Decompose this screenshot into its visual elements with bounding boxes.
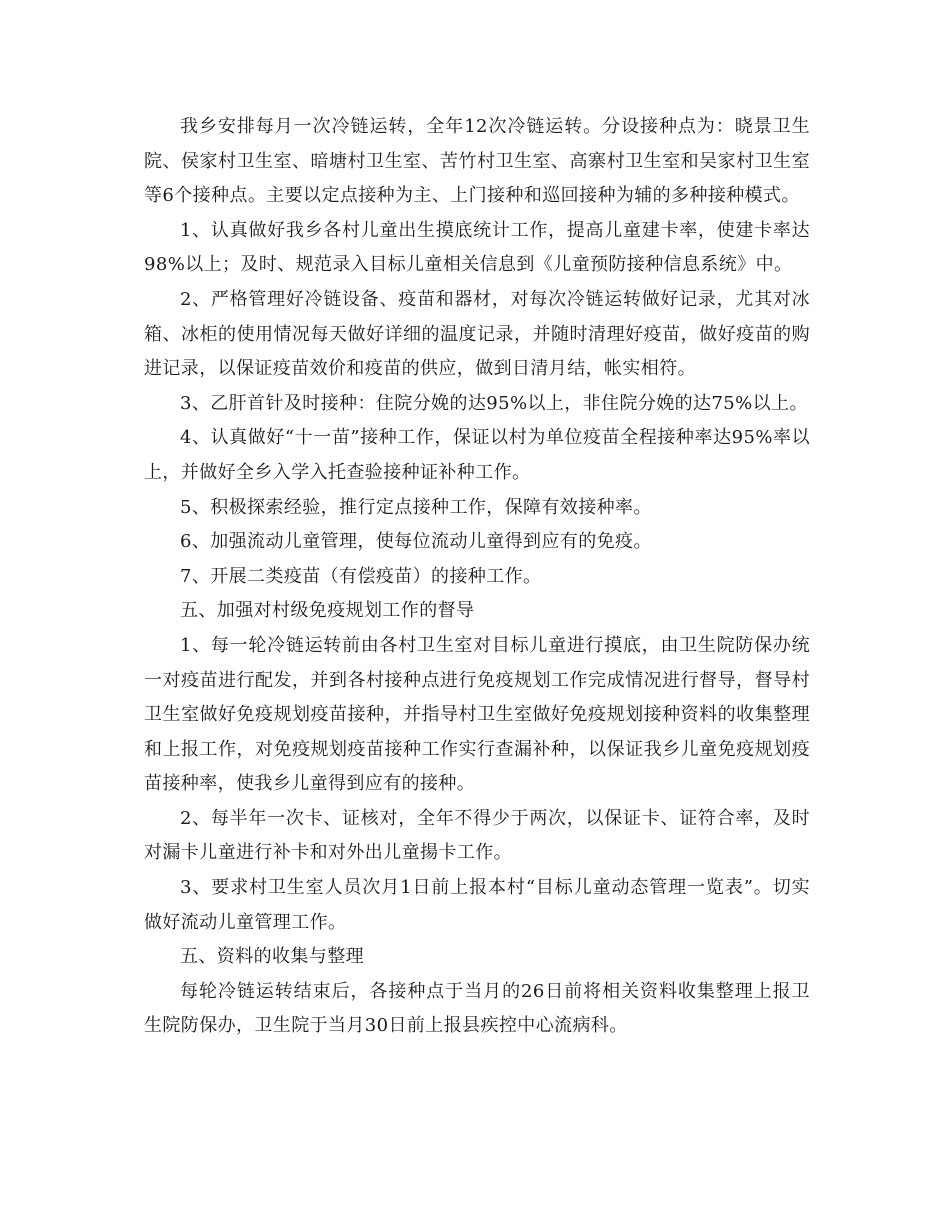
paragraph-item-1: 1、认真做好我乡各村儿童出生摸底统计工作，提高儿童建卡率，使建卡率达98%以上；及时、规范录入目标儿童相关信息到《儿童预防接种信息系统》中。 xyxy=(144,219,810,276)
paragraph-item-5: 5、积极探索经验，推行定点接种工作，保障有效接种率。 xyxy=(180,496,652,518)
paragraph-supervision-1: 1、每一轮冷链运转前由各村卫生室对目标儿童进行摸底，由卫生院防保办统一对疫苗进行配发，并到各村接种点进行免疫规划工作完成情况进行督导，督导村卫生室做好免疫规划疫苗接种，并指导村卫生室做好免疫规划接种资料的收集整理和上报工作，对免疫规划疫苗接种工作实行查漏补种，以保证我乡儿童免疫规划疫苗接种率，使我乡儿童得到应有的接种。 xyxy=(144,634,810,795)
paragraph-item-3: 3、乙肝首针及时接种：住院分娩的达95%以上，非住院分娩的达75%以上。 xyxy=(180,392,808,414)
document-body xyxy=(144,110,810,1044)
paragraph-supervision-3: 3、要求村卫生室人员次月1日前上报本村“目标儿童动态管理一览表”。切实做好流动儿童管理工作。 xyxy=(144,877,810,933)
section-heading-supervision: 五、加强对村级免疫规划工作的督导 xyxy=(180,600,475,622)
section-heading-records: 五、资料的收集与整理 xyxy=(180,946,364,968)
paragraph-item-4: 4、认真做好“十一苗”接种工作，保证以村为单位疫苗全程接种率达95%率以上，并做好全乡入学入托查验接种证补种工作。 xyxy=(144,427,810,483)
paragraph-item-6: 6、加强流动儿童管理，使每位流动儿童得到应有的免疫。 xyxy=(180,531,652,553)
paragraph-vaccination-schedule: 我乡安排每月一次冷链运转，全年12次冷链运转。分设接种点为：晓景卫生院、侯家村卫生室、暗塘村卫生室、苦竹村卫生室、高寨村卫生室和吴家村卫生室等6个接种点。主要以定点接种为主、上门接种和巡回接种为辅的多种接种模式。 xyxy=(144,116,810,207)
paragraph-supervision-2: 2、每半年一次卡、证核对，全年不得少于两次，以保证卡、证符合率，及时对漏卡儿童进行补卡和对外出儿童揚卡工作。 xyxy=(144,807,810,864)
paragraph-item-7: 7、开展二类疫苗（有偿疫苗）的接种工作。 xyxy=(180,565,542,587)
paragraph-item-2: 2、严格管理好冷链设备、疫苗和器材，对每次冷链运转做好记录，尤其对冰箱、冰柜的使用情况每天做好详细的温度记录，并随时清理好疫苗，做好疫苗的购进记录，以保证疫苗效价和疫苗的供应，做到日清月结，帐实相符。 xyxy=(144,288,810,380)
paragraph-records: 每轮冷链运转结束后，各接种点于当月的26日前将相关资料收集整理上报卫生院防保办，卫生院于当月30日前上报县疾控中心流病科。 xyxy=(144,980,810,1037)
